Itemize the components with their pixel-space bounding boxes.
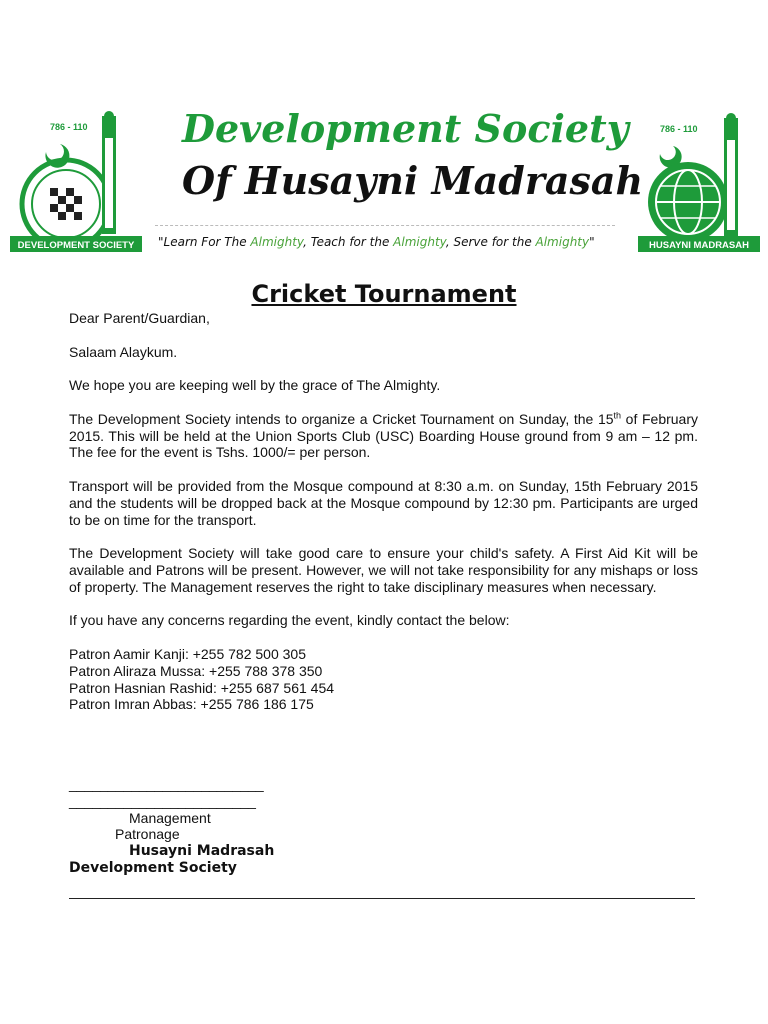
signatory-patronage: Patronage bbox=[115, 826, 180, 843]
logo-right-text: HUSAYNI MADRASAH bbox=[649, 240, 749, 251]
contact-item: Patron Imran Abbas: +255 786 186 175 bbox=[69, 696, 314, 713]
tagline-part: , Serve for the bbox=[445, 235, 536, 249]
signatory-management: Management bbox=[129, 809, 211, 826]
document-title: Cricket Tournament bbox=[251, 280, 517, 308]
contact-list bbox=[69, 646, 698, 713]
logo-left-number: 786 - 110 bbox=[50, 122, 88, 132]
salutation: Salaam Alaykum. bbox=[69, 343, 178, 360]
cut-line bbox=[69, 898, 695, 899]
contact-item: Patron Aliraza Mussa: +255 788 378 350 bbox=[69, 662, 323, 679]
paragraph-2 bbox=[69, 411, 698, 461]
logo-left-text: DEVELOPMENT SOCIETY bbox=[17, 240, 135, 251]
tagline-part: , Teach for the bbox=[303, 235, 394, 249]
contact-item: Patron Hasnian Rashid: +255 687 561 454 bbox=[69, 679, 335, 696]
logo-right-number: 786 - 110 bbox=[660, 124, 698, 134]
signature-block bbox=[69, 776, 709, 877]
paragraph-3: Transport will be provided from the Mosque compound at 8:30 a.m. on Sunday, 15th February 2015 and the students will be dropped back at the Mosque compound by 12:30 pm. Participants are urged to be on time for the transport. bbox=[69, 477, 698, 528]
society-title-line2: Of Husayni Madrasah bbox=[182, 158, 644, 203]
paragraph-5: If you have any concerns regarding the event, kindly contact the below: bbox=[69, 612, 510, 629]
tagline-highlight: Almighty bbox=[250, 235, 304, 249]
paragraph-2-text: of February 2015. This will be held at the Union Sports Club (USC) Boarding House ground from 9 am – 12 pm. The fee for the event is Tshs. 1000/= per person. bbox=[69, 410, 698, 461]
header-divider bbox=[155, 225, 615, 226]
tagline-part: " bbox=[589, 235, 595, 249]
greeting: Dear Parent/Guardian, bbox=[69, 310, 210, 326]
ordinal-suffix: th bbox=[613, 410, 622, 421]
signature-line: ________________________ bbox=[69, 792, 256, 809]
signatory-husayni-madrasah: Husayni Madrasah bbox=[129, 843, 275, 860]
paragraph-4: The Development Society will take good care to ensure your child's safety. A First Aid Kit will be available and Patrons will be present. However, we will not take responsibility for any mishaps or loss of property. The Management reserves the right to take disciplinary measures when necessary. bbox=[69, 545, 698, 595]
paragraph-2-text: The Development Society intends to organize a Cricket Tournament on Sunday, the 15 bbox=[69, 410, 614, 427]
tagline-highlight: Almighty bbox=[535, 235, 590, 249]
husayni-madrasah-logo-icon bbox=[638, 110, 760, 256]
tagline-part: "Learn For The bbox=[158, 235, 251, 249]
letter-body bbox=[69, 310, 698, 713]
society-title-line1: Development Society bbox=[182, 106, 629, 151]
tagline bbox=[158, 235, 595, 249]
development-society-logo-icon bbox=[10, 108, 142, 256]
signatory-development-society: Development Society bbox=[69, 859, 237, 876]
contact-item: Patron Aamir Kanji: +255 782 500 305 bbox=[69, 645, 307, 662]
signature-line: _________________________ bbox=[69, 776, 264, 792]
paragraph-1: We hope you are keeping well by the grace of The Almighty. bbox=[69, 377, 441, 394]
letterhead bbox=[0, 100, 768, 260]
tagline-highlight: Almighty bbox=[393, 235, 446, 249]
